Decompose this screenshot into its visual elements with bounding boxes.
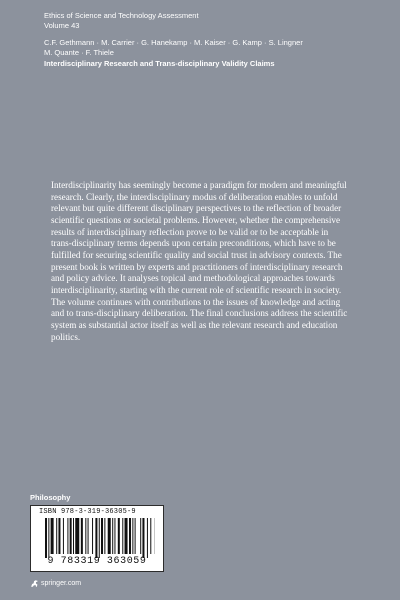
authors-line-1: C.F. Gethmann · M. Carrier · G. Hanekamp · M. Kaiser · G. Kamp · S. Lingner bbox=[44, 38, 303, 47]
barcode-bar bbox=[114, 518, 115, 554]
barcode-bar bbox=[75, 518, 79, 554]
barcode-bar bbox=[122, 518, 123, 554]
barcode-bar bbox=[70, 518, 72, 554]
volume-number: Volume 43 bbox=[44, 21, 80, 30]
barcode-bar bbox=[147, 518, 148, 558]
barcode-bar bbox=[67, 518, 68, 554]
barcode-bar bbox=[101, 518, 103, 554]
barcode-bar bbox=[132, 518, 133, 554]
subject-category: Philosophy bbox=[30, 493, 71, 502]
barcode-bar bbox=[95, 518, 97, 558]
barcode-bar bbox=[104, 518, 105, 554]
barcode-bar bbox=[81, 518, 83, 554]
barcode-bar bbox=[51, 518, 54, 554]
series-title: Ethics of Science and Technology Assessment bbox=[44, 11, 199, 20]
barcode-bar bbox=[99, 518, 100, 558]
barcode-bar bbox=[118, 518, 120, 554]
barcode-bar bbox=[45, 518, 47, 558]
barcode-bar bbox=[88, 518, 89, 554]
barcode-bar bbox=[85, 518, 86, 554]
barcode-bar bbox=[56, 518, 57, 554]
publisher-url: springer.com bbox=[41, 580, 82, 587]
barcode-bar bbox=[142, 518, 144, 558]
publisher-link[interactable] bbox=[30, 579, 81, 588]
barcode-bar bbox=[150, 518, 151, 554]
barcode-bar bbox=[112, 518, 113, 554]
barcode-bar bbox=[73, 518, 74, 554]
barcode-bar bbox=[125, 518, 128, 554]
barcode-bar bbox=[129, 518, 131, 554]
book-title: Interdisciplinary Research and Trans-disciplinary Validity Claims bbox=[44, 59, 275, 68]
barcode-bar bbox=[58, 518, 60, 554]
barcode-bar bbox=[108, 518, 111, 554]
cover-header bbox=[44, 11, 364, 69]
isbn-barcode-box bbox=[30, 505, 164, 572]
barcode-digits: 9 783319 363059 bbox=[47, 556, 147, 567]
authors-line-2: M. Quante · F. Thiele bbox=[44, 48, 114, 57]
barcode-bar bbox=[140, 518, 141, 554]
barcode-image bbox=[43, 518, 155, 560]
abstract-text: Interdisciplinarity has seemingly become a paradigm for modern and meaningful research. Clearly, the interdisciplinary modus of deliberation enables to unfold relevant but quite different disciplinary perspectives to the reflection of broader scientific questions or societal problems. However, whether the comprehensive results of interdisciplinary reflection prove to be valid or to be acceptable in trans-disciplinary terms depends upon certain preconditions, which have to be fulfilled for securing scientific quality and social trust in advisory contexts. The present book is written by experts and practitioners of interdisciplinary research and policy advice. It analyses topical and methodological approaches towards interdisciplinarity, starting with the current role of scientific research in society. The volume continues with contributions to the issues of knowledge and acting and to trans-disciplinary deliberation. The final conclusions address the scientific system as substantial actor itself as well as the relevant research and education politics. bbox=[51, 180, 348, 342]
barcode-bar bbox=[135, 518, 136, 554]
barcode-bar bbox=[92, 518, 93, 554]
springer-horse-icon bbox=[30, 579, 39, 588]
barcode-bar bbox=[63, 518, 64, 554]
isbn-text: ISBN 978-3-319-36305-9 bbox=[39, 508, 136, 516]
barcode-bar bbox=[48, 518, 49, 558]
